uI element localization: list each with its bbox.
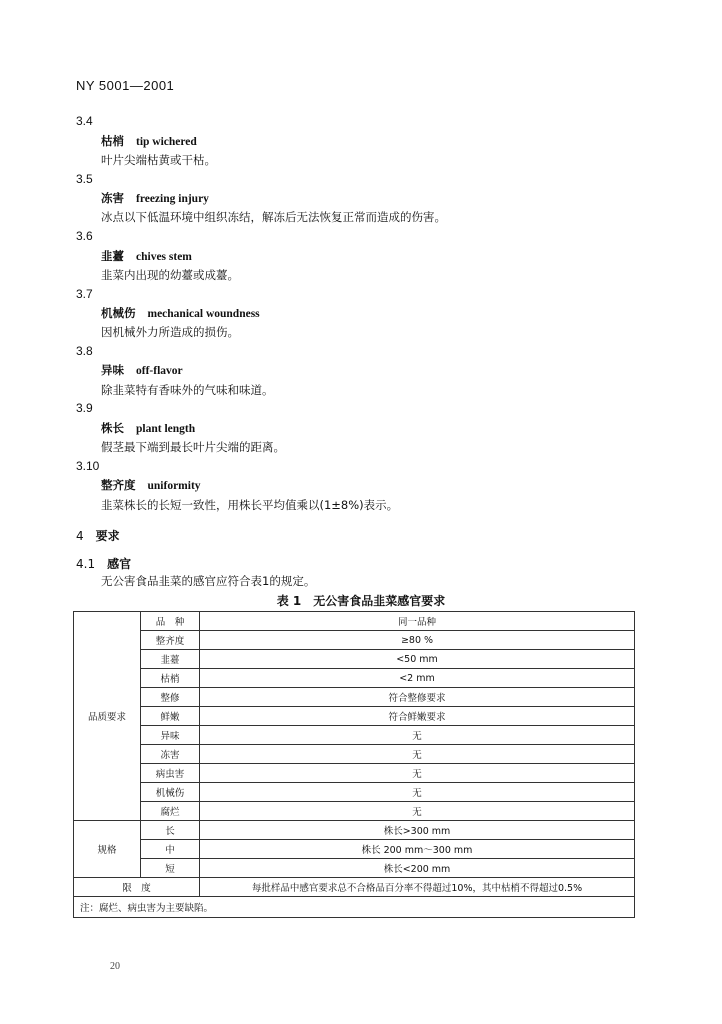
subsection-number: 4.1 bbox=[76, 557, 96, 571]
term-cn: 枯梢 bbox=[101, 134, 124, 148]
item-cell: 机械伤 bbox=[141, 783, 200, 802]
page-number: 20 bbox=[110, 961, 120, 972]
table-row bbox=[74, 878, 635, 897]
term-definition: 除韭菜特有香味外的气味和味道。 bbox=[101, 383, 274, 397]
term-cn: 异味 bbox=[101, 363, 124, 377]
item-cell: 品 种 bbox=[141, 612, 200, 631]
requirement-cell: <2 mm bbox=[200, 669, 635, 688]
table-row bbox=[74, 745, 635, 764]
term-definition: 因机械外力所造成的损伤。 bbox=[101, 325, 239, 339]
clause-number: 3.6 bbox=[76, 229, 93, 243]
table-note: 注：腐烂、病虫害为主要缺陷。 bbox=[74, 897, 635, 918]
item-cell: 长 bbox=[141, 821, 200, 840]
table-row bbox=[74, 764, 635, 783]
term-en: off-flavor bbox=[136, 365, 183, 377]
term-heading bbox=[101, 420, 195, 436]
term-en: uniformity bbox=[147, 480, 201, 492]
term-heading bbox=[101, 477, 201, 493]
term-definition: 假茎最下端到最长叶片尖端的距离。 bbox=[101, 440, 285, 454]
table-row bbox=[74, 840, 635, 859]
group-cell: 品质要求 bbox=[74, 612, 141, 821]
table-row bbox=[74, 650, 635, 669]
requirement-cell: 无 bbox=[200, 764, 635, 783]
term-definition: 韭菜内出现的幼薹或成薹。 bbox=[101, 268, 239, 282]
clause-number: 3.7 bbox=[76, 287, 93, 301]
requirement-cell: 株长>300 mm bbox=[200, 821, 635, 840]
term-en: freezing injury bbox=[136, 193, 209, 205]
term-heading bbox=[101, 305, 260, 321]
item-cell: 腐烂 bbox=[141, 802, 200, 821]
clause-number: 3.8 bbox=[76, 344, 93, 358]
item-cell: 鲜嫩 bbox=[141, 707, 200, 726]
item-cell: 中 bbox=[141, 840, 200, 859]
table-row bbox=[74, 726, 635, 745]
standard-code: NY 5001—2001 bbox=[76, 78, 175, 93]
table-row bbox=[74, 897, 635, 918]
table-row bbox=[74, 688, 635, 707]
item-cell: 冻害 bbox=[141, 745, 200, 764]
term-definition: 叶片尖端枯黄或干枯。 bbox=[101, 153, 216, 167]
term-en: plant length bbox=[136, 423, 196, 435]
item-cell: 韭薹 bbox=[141, 650, 200, 669]
clause-number: 3.9 bbox=[76, 401, 93, 415]
term-heading bbox=[101, 248, 192, 264]
section-number: 4 bbox=[76, 529, 84, 543]
table-row bbox=[74, 707, 635, 726]
table-row bbox=[74, 669, 635, 688]
term-en: tip wichered bbox=[136, 136, 197, 148]
subsection-title: 感官 bbox=[107, 557, 132, 571]
table-row bbox=[74, 631, 635, 650]
requirement-cell: 符合整修要求 bbox=[200, 688, 635, 707]
term-cn: 冻害 bbox=[101, 191, 124, 205]
clause-number: 3.10 bbox=[76, 459, 100, 473]
limit-label-cell: 限 度 bbox=[74, 878, 200, 897]
term-cn: 株长 bbox=[101, 421, 124, 435]
item-cell: 短 bbox=[141, 859, 200, 878]
term-cn: 韭薹 bbox=[101, 249, 124, 263]
item-cell: 异味 bbox=[141, 726, 200, 745]
requirement-cell: 无 bbox=[200, 802, 635, 821]
subsection-text: 无公害食品韭菜的感官应符合表1的规定。 bbox=[101, 574, 316, 588]
term-definition: 韭菜株长的长短一致性，用株长平均值乘以(1±8%)表示。 bbox=[101, 498, 399, 512]
table-caption bbox=[0, 592, 722, 609]
requirement-cell: 无 bbox=[200, 783, 635, 802]
term-heading bbox=[101, 362, 183, 378]
requirement-cell: 符合鲜嫩要求 bbox=[200, 707, 635, 726]
table-row bbox=[74, 802, 635, 821]
limit-text-cell: 每批样品中感官要求总不合格品百分率不得超过10%，其中枯梢不得超过0.5% bbox=[200, 878, 635, 897]
item-cell: 整齐度 bbox=[141, 631, 200, 650]
term-definition: 冰点以下低温环境中组织冻结，解冻后无法恢复正常而造成的伤害。 bbox=[101, 210, 446, 224]
sensory-requirements-table bbox=[73, 611, 635, 918]
item-cell: 病虫害 bbox=[141, 764, 200, 783]
section-heading bbox=[76, 527, 120, 544]
subsection-heading bbox=[76, 555, 131, 572]
term-heading bbox=[101, 133, 197, 149]
table-row bbox=[74, 821, 635, 840]
term-cn: 机械伤 bbox=[101, 306, 136, 320]
requirement-cell: 无 bbox=[200, 726, 635, 745]
requirement-cell: 同一品种 bbox=[200, 612, 635, 631]
term-en: mechanical woundness bbox=[147, 308, 260, 320]
requirement-cell: 株长 200 mm～300 mm bbox=[200, 840, 635, 859]
table-row bbox=[74, 859, 635, 878]
requirement-cell: <50 mm bbox=[200, 650, 635, 669]
term-heading bbox=[101, 190, 209, 206]
table-row bbox=[74, 783, 635, 802]
item-cell: 枯梢 bbox=[141, 669, 200, 688]
table-caption-number: 表 1 bbox=[276, 594, 302, 608]
table-row bbox=[74, 612, 635, 631]
requirement-cell: ≥80 % bbox=[200, 631, 635, 650]
clause-number: 3.4 bbox=[76, 114, 93, 128]
section-title: 要求 bbox=[95, 529, 120, 543]
requirement-cell: 无 bbox=[200, 745, 635, 764]
requirement-cell: 株长<200 mm bbox=[200, 859, 635, 878]
item-cell: 整修 bbox=[141, 688, 200, 707]
term-cn: 整齐度 bbox=[101, 478, 136, 492]
clause-number: 3.5 bbox=[76, 172, 93, 186]
group-cell: 规格 bbox=[74, 821, 141, 878]
term-en: chives stem bbox=[136, 251, 192, 263]
table-caption-title: 无公害食品韭菜感官要求 bbox=[313, 594, 446, 608]
